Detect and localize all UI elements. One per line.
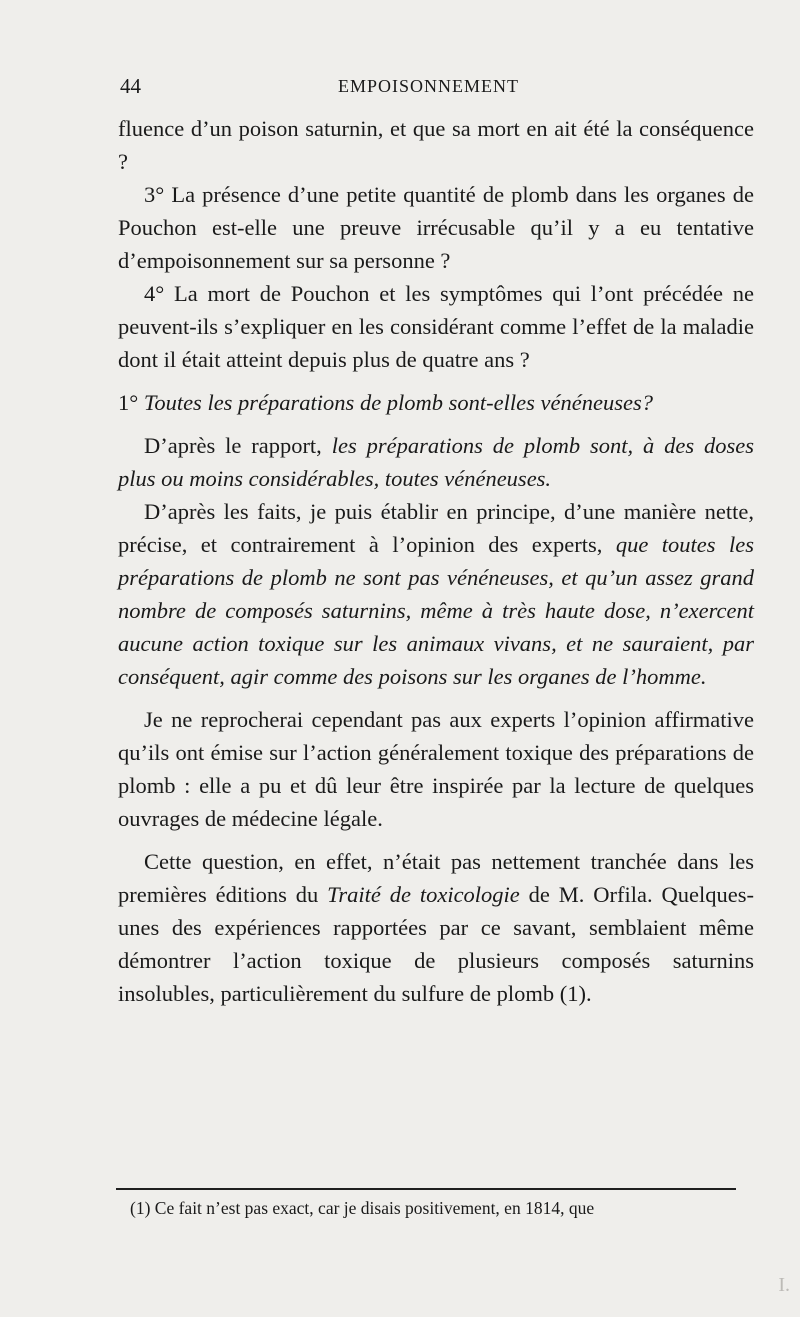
section-heading-italic: Toutes les préparations de plomb sont-elles vénéneuses?: [143, 390, 653, 415]
facts-statement: que toutes les préparations de plomb ne sont pas vénéneuses, et qu’un assez grand nombre de composés saturnins, même à très haute dose, n’exercent aucune action toxique sur les animaux vivans, et ne sauraient, par conséquent, agir comme des poisons sur les organes de l’homme.: [118, 532, 754, 689]
body-text: [118, 112, 754, 1010]
report-lead: D’après le rapport,: [144, 433, 322, 458]
paragraph-report: [118, 429, 754, 495]
paragraph-question-3: 3° La présence d’une petite quantité de plomb dans les organes de Pouchon est-elle une preuve irrécusable qu’il y a eu tentative d’empoisonnement sur sa personne ?: [118, 182, 754, 273]
page-header: [120, 74, 760, 104]
page-number: 44: [120, 74, 141, 98]
paragraph-orfila: [118, 845, 754, 1010]
running-title: EMPOISONNEMENT: [338, 76, 520, 96]
paragraph-facts: [118, 495, 754, 693]
paragraph-question-4: 4° La mort de Pouchon et les symptômes qui l’ont précédée ne peuvent-ils s’expliquer en les considérant comme l’effet de la maladie dont il était atteint depuis plus de quatre ans ?: [118, 281, 754, 372]
paragraph-continuation: fluence d’un poison saturnin, et que sa mort en ait été la conséquence ?: [118, 116, 754, 174]
report-quote: les préparations de plomb sont, à des doses plus ou moins considérables, toutes vénéneuses.: [118, 433, 754, 491]
footnote-rule: [116, 1188, 736, 1190]
orfila-book-title: Traité de toxicologie: [327, 882, 520, 907]
footnote: (1) Ce fait n’est pas exact, car je disais positivement, en 1814, que: [130, 1198, 595, 1218]
section-number: 1°: [118, 390, 139, 415]
paragraph-reproach: Je ne reprocherai cependant pas aux experts l’opinion affirmative qu’ils ont émise sur l’action généralement toxique des préparations de plomb : elle a pu et dû leur être inspirée par la lecture de quelques ouvrages de médecine légale.: [118, 707, 754, 831]
facts-lead: D’après les faits, je puis établir en principe, d’une manière nette, précise, et contrairement à l’opinion des experts,: [118, 499, 754, 557]
section-heading: [118, 386, 754, 419]
bleed-through-mark: I.: [778, 1274, 790, 1296]
orfila-part-a: Cette question, en effet, n’était pas nettement tranchée dans les premières éditions du: [118, 849, 754, 907]
orfila-part-b: de M. Orfila. Quelques-unes des expériences rapportées par ce savant, semblaient même démontrer l’action toxique de plusieurs composés saturnins insolubles, particulièrement du sulfure de plomb (1).: [118, 882, 754, 1006]
